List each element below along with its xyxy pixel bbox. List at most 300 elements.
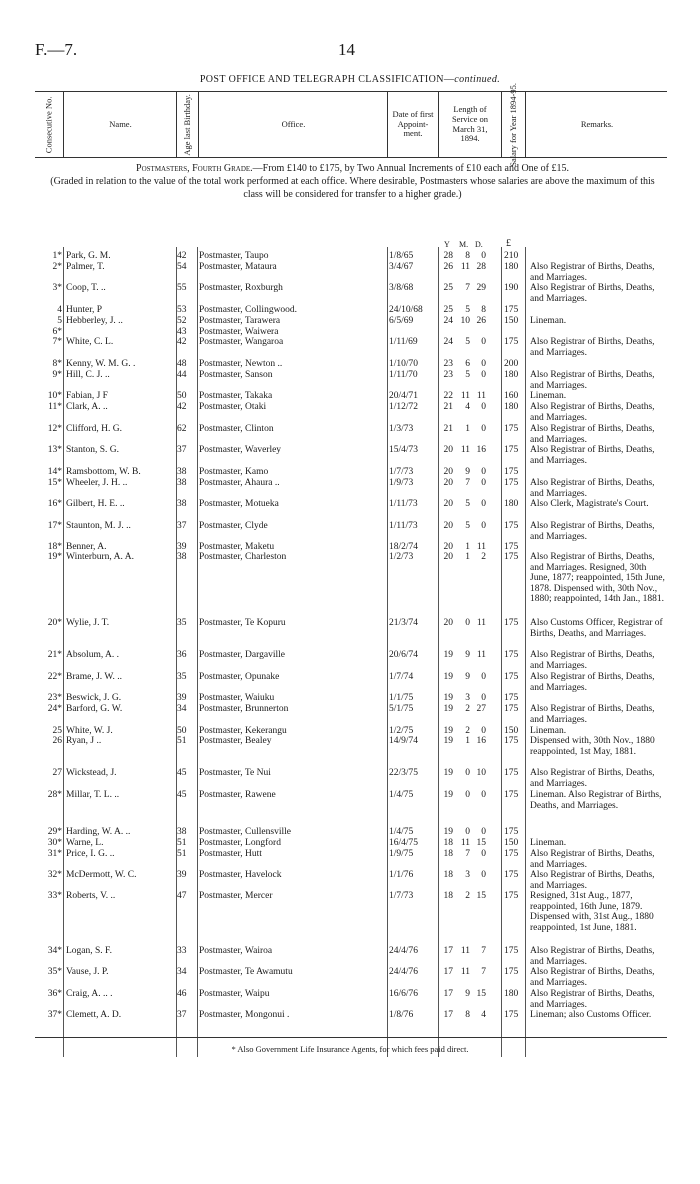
cell-y: 26	[443, 262, 453, 272]
cell-m: 5	[465, 305, 470, 315]
header-office-text: Office.	[281, 118, 306, 129]
cell-age: 34	[177, 967, 187, 977]
cell-age: 54	[177, 262, 187, 272]
cell-no: 29*	[47, 827, 62, 837]
cell-office: Postmaster, Motueka	[199, 499, 279, 509]
cell-office: Postmaster, Dargaville	[199, 650, 285, 660]
cell-name: Park, G. M.	[66, 251, 111, 261]
cell-name: White, W. J.	[66, 726, 113, 736]
cell-office: Postmaster, Mongonui .	[199, 1010, 290, 1020]
cell-no: 34*	[47, 946, 62, 956]
cell-no: 17*	[47, 521, 62, 531]
cell-office: Postmaster, Mataura	[199, 262, 277, 272]
cell-m: 5	[465, 521, 470, 531]
cell-date: 3/4/67	[389, 262, 414, 272]
cell-no: 16*	[47, 499, 62, 509]
cell-y: 19	[443, 736, 453, 746]
cell-y: 24	[443, 337, 453, 347]
cell-d: 0	[481, 251, 486, 261]
cell-y: 19	[443, 827, 453, 837]
cell-office: Postmaster, Collingwood.	[199, 305, 298, 315]
cell-no: 15*	[47, 478, 62, 488]
cell-m: 9	[465, 989, 470, 999]
cell-age: 38	[177, 552, 187, 562]
cell-no: 18*	[47, 542, 62, 552]
cell-y: 18	[443, 891, 453, 901]
cell-m: 5	[465, 370, 470, 380]
cell-d: 16	[476, 445, 486, 455]
cell-salary: 175	[504, 542, 519, 552]
cell-no: 14*	[47, 467, 62, 477]
cell-no: 36*	[47, 989, 62, 999]
cell-name: Hebberley, J. ..	[66, 316, 123, 326]
cell-salary: 160	[504, 391, 519, 401]
cell-date: 22/3/75	[389, 768, 419, 778]
cell-y: 19	[443, 790, 453, 800]
cell-no: 10*	[47, 391, 62, 401]
page-id: F.—7.	[35, 40, 78, 59]
cell-date: 24/4/76	[389, 967, 419, 977]
cell-remarks: Also Registrar of Births, Deaths, and Marriages.	[530, 870, 655, 891]
cell-date: 1/7/74	[389, 672, 414, 682]
cell-date: 1/9/73	[389, 478, 414, 488]
cell-salary: 175	[504, 736, 519, 746]
cell-no: 31*	[47, 849, 62, 859]
cell-remarks: Lineman.	[530, 391, 567, 401]
cell-m: 3	[465, 870, 470, 880]
cell-salary: 175	[504, 967, 519, 977]
cell-salary: 175	[504, 768, 519, 778]
cell-salary: 175	[504, 693, 519, 703]
cell-name: Winterburn, A. A.	[66, 552, 134, 562]
cell-date: 1/12/72	[389, 402, 419, 412]
cell-age: 38	[177, 827, 187, 837]
cell-remarks: Also Registrar of Births, Deaths, and Marriages.	[530, 478, 655, 499]
cell-age: 55	[177, 283, 187, 293]
cell-m: 4	[465, 402, 470, 412]
cell-name: Clark, A. ..	[66, 402, 108, 412]
bottom-rule	[35, 1037, 667, 1038]
cell-d: 26	[476, 316, 486, 326]
cell-y: 22	[443, 391, 453, 401]
cell-age: 50	[177, 726, 187, 736]
cell-remarks: Also Registrar of Births, Deaths, and Marriages.	[530, 672, 655, 693]
cell-salary: 180	[504, 402, 519, 412]
cell-date: 1/11/70	[389, 370, 418, 380]
cell-office: Postmaster, Otaki	[199, 402, 267, 412]
cell-y: 20	[443, 467, 453, 477]
cell-y: 20	[443, 478, 453, 488]
cell-m: 11	[460, 838, 470, 848]
cell-office: Postmaster, Tarawera	[199, 316, 281, 326]
cell-m: 10	[460, 316, 470, 326]
cell-date: 1/11/69	[389, 337, 418, 347]
cell-name: Wheeler, J. H. ..	[66, 478, 128, 488]
cell-m: 11	[460, 262, 470, 272]
cell-age: 50	[177, 391, 187, 401]
cell-no: 28*	[47, 790, 62, 800]
cell-no: 3*	[52, 283, 62, 293]
cell-name: White, C. L.	[66, 337, 114, 347]
cell-name: Absolum, A. .	[66, 650, 120, 660]
cell-age: 38	[177, 499, 187, 509]
cell-remarks: Also Registrar of Births, Deaths, and Marriages.	[530, 946, 655, 967]
cell-m: 0	[465, 790, 470, 800]
cell-y: 19	[443, 726, 453, 736]
cell-no: 4	[57, 305, 62, 315]
cell-no: 5	[57, 316, 62, 326]
cell-office: Postmaster, Waiuku	[199, 693, 275, 703]
cell-age: 37	[177, 445, 187, 455]
cell-date: 1/11/73	[389, 521, 418, 531]
cell-date: 5/1/75	[389, 704, 414, 714]
cell-age: 51	[177, 849, 187, 859]
cell-d: 15	[476, 891, 486, 901]
cell-m: 0	[465, 768, 470, 778]
cell-salary: 180	[504, 499, 519, 509]
cell-age: 47	[177, 891, 187, 901]
cell-remarks: Also Registrar of Births, Deaths, and Marriages.	[530, 849, 655, 870]
cell-d: 0	[481, 849, 486, 859]
cell-y: 19	[443, 693, 453, 703]
cell-m: 9	[465, 650, 470, 660]
cell-y: 20	[443, 542, 453, 552]
cell-m: 5	[465, 337, 470, 347]
cell-age: 38	[177, 478, 187, 488]
cell-age: 39	[177, 693, 187, 703]
cell-name: Barford, G. W.	[66, 704, 123, 714]
cell-date: 18/2/74	[389, 542, 419, 552]
cell-office: Postmaster, Taupo	[199, 251, 269, 261]
cell-name: Beswick, J. G.	[66, 693, 122, 703]
cell-name: Roberts, V. ..	[66, 891, 116, 901]
cell-d: 28	[476, 262, 486, 272]
cell-d: 0	[481, 521, 486, 531]
cell-d: 0	[481, 359, 486, 369]
cell-m: 1	[465, 542, 470, 552]
cell-date: 3/8/68	[389, 283, 414, 293]
cell-y: 28	[443, 251, 453, 261]
cell-m: 8	[465, 1010, 470, 1020]
cell-date: 21/3/74	[389, 618, 419, 628]
cell-office: Postmaster, Kamo	[199, 467, 269, 477]
cell-d: 0	[481, 499, 486, 509]
cell-date: 1/2/75	[389, 726, 414, 736]
cell-salary: 175	[504, 337, 519, 347]
cell-no: 11*	[48, 402, 62, 412]
cell-office: Postmaster, Clinton	[199, 424, 274, 434]
cell-no: 1*	[52, 251, 62, 261]
cell-salary: 175	[504, 552, 519, 562]
cell-y: 21	[443, 402, 453, 412]
unit-pound: £	[506, 238, 511, 249]
cell-y: 19	[443, 768, 453, 778]
cell-m: 11	[460, 946, 470, 956]
cell-no: 7*	[52, 337, 62, 347]
cell-date: 6/5/69	[389, 316, 414, 326]
cell-office: Postmaster, Ahaura ..	[199, 478, 280, 488]
cell-office: Postmaster, Brunnerton	[199, 704, 289, 714]
cell-y: 24	[443, 316, 453, 326]
header-remarks-text: Remarks.	[580, 118, 614, 129]
cell-d: 11	[476, 542, 486, 552]
cell-age: 44	[177, 370, 187, 380]
cell-remarks: Lineman.	[530, 838, 567, 848]
cell-no: 30*	[47, 838, 62, 848]
cell-remarks: Also Registrar of Births, Deaths, and Marriages.	[530, 370, 655, 391]
header-length-text: Length of Service on March 31, 1894.	[451, 103, 489, 144]
cell-remarks: Also Registrar of Births, Deaths, and Marriages.	[530, 424, 655, 445]
cell-salary: 175	[504, 891, 519, 901]
cell-name: Wylie, J. T.	[66, 618, 110, 628]
cell-d: 0	[481, 790, 486, 800]
cell-d: 0	[481, 402, 486, 412]
cell-age: 35	[177, 672, 187, 682]
cell-remarks: Resigned, 31st Aug., 1877, reappointed, 16th June, 1879. Dispensed with, 31st Aug., 1880 reappointed, 1st June, 1881.	[530, 891, 654, 933]
cell-age: 35	[177, 618, 187, 628]
cell-remarks: Also Registrar of Births, Deaths, and Marriages.	[530, 402, 655, 423]
grade-rest: —From £140 to £175, by Two Annual Increments of £10 each and One of £15.	[252, 163, 569, 174]
cell-remarks: Lineman.	[530, 316, 567, 326]
cell-d: 7	[481, 967, 486, 977]
cell-name: Ryan, J ..	[66, 736, 102, 746]
cell-remarks: Also Customs Officer, Registrar of Births, Deaths, and Marriages.	[530, 618, 663, 639]
cell-d: 29	[476, 283, 486, 293]
cell-salary: 175	[504, 467, 519, 477]
cell-salary: 175	[504, 1010, 519, 1020]
cell-name: Staunton, M. J. ..	[66, 521, 131, 531]
cell-name: Hunter, P	[66, 305, 103, 315]
cell-y: 18	[443, 849, 453, 859]
cell-d: 15	[476, 989, 486, 999]
cell-salary: 175	[504, 618, 519, 628]
cell-office: Postmaster, Havelock	[199, 870, 282, 880]
cell-d: 15	[476, 838, 486, 848]
cell-no: 12*	[47, 424, 62, 434]
cell-m: 1	[465, 424, 470, 434]
cell-office: Postmaster, Kekerangu	[199, 726, 287, 736]
cell-age: 33	[177, 946, 187, 956]
cell-no: 2*	[52, 262, 62, 272]
cell-salary: 180	[504, 262, 519, 272]
cell-salary: 180	[504, 370, 519, 380]
cell-salary: 175	[504, 305, 519, 315]
cell-remarks: Also Registrar of Births, Deaths, and Marriages.	[530, 967, 655, 988]
cell-name: Ramsbottom, W. B.	[66, 467, 141, 477]
cell-m: 9	[465, 672, 470, 682]
cell-name: Benner, A.	[66, 542, 107, 552]
cell-y: 20	[443, 552, 453, 562]
cell-d: 0	[481, 337, 486, 347]
cell-office: Postmaster, Te Nui	[199, 768, 271, 778]
cell-name: McDermott, W. C.	[66, 870, 137, 880]
cell-m: 0	[465, 618, 470, 628]
cell-date: 1/2/73	[389, 552, 414, 562]
cell-d: 7	[481, 946, 486, 956]
cell-date: 1/1/75	[389, 693, 414, 703]
cell-remarks: Also Registrar of Births, Deaths, and Marriages.	[530, 989, 655, 1010]
cell-m: 2	[465, 704, 470, 714]
cell-office: Postmaster, Bealey	[199, 736, 272, 746]
cell-salary: 175	[504, 946, 519, 956]
cell-salary: 200	[504, 359, 519, 369]
cell-date: 20/4/71	[389, 391, 419, 401]
cell-y: 25	[443, 305, 453, 315]
cell-m: 1	[465, 736, 470, 746]
cell-y: 25	[443, 283, 453, 293]
page-number: 14	[338, 40, 355, 59]
cell-date: 1/4/75	[389, 827, 414, 837]
cell-m: 0	[465, 827, 470, 837]
cell-office: Postmaster, Cullensville	[199, 827, 291, 837]
grade-note: (Graded in relation to the value of the total work performed at each office. Where desirable, Postmasters whose salaries are above the maximum of this class will be considered for transfer to a higher grade.)	[50, 176, 655, 200]
cell-d: 0	[481, 672, 486, 682]
cell-name: Millar, T. L. ..	[66, 790, 120, 800]
cell-office: Postmaster, Maketu	[199, 542, 275, 552]
cell-m: 2	[465, 891, 470, 901]
cell-no: 35*	[47, 967, 62, 977]
cell-salary: 210	[504, 251, 519, 261]
cell-d: 11	[476, 650, 486, 660]
cell-d: 0	[481, 370, 486, 380]
cell-no: 25	[52, 726, 62, 736]
cell-remarks: Also Registrar of Births, Deaths, and Marriages. Resigned, 30th June, 1877; reappointed, 15th June, 1878. Dispensed with, 30th Nov., 1880; reappointed, 14th Jan., 1881.	[530, 552, 665, 604]
cell-no: 27	[52, 768, 62, 778]
cell-name: Clemett, A. D.	[66, 1010, 122, 1020]
cell-date: 1/7/73	[389, 467, 414, 477]
cell-remarks: Also Registrar of Births, Deaths, and Marriages.	[530, 650, 655, 671]
cell-date: 24/10/68	[389, 305, 423, 315]
cell-age: 46	[177, 989, 187, 999]
cell-name: Warne, L.	[66, 838, 104, 848]
cell-m: 11	[460, 967, 470, 977]
cell-y: 17	[443, 989, 453, 999]
cell-no: 26	[52, 736, 62, 746]
cell-office: Postmaster, Wangaroa	[199, 337, 284, 347]
cell-age: 51	[177, 838, 187, 848]
cell-no: 37*	[47, 1010, 62, 1020]
unit-d: D.	[475, 240, 483, 249]
cell-office: Postmaster, Charleston	[199, 552, 287, 562]
cell-salary: 175	[504, 704, 519, 714]
cell-remarks: Also Registrar of Births, Deaths, and Marriages.	[530, 283, 655, 304]
unit-m: M.	[459, 240, 469, 249]
cell-age: 43	[177, 327, 187, 337]
cell-date: 1/7/73	[389, 891, 414, 901]
cell-y: 17	[443, 946, 453, 956]
cell-d: 10	[476, 768, 486, 778]
cell-no: 8*	[52, 359, 62, 369]
cell-no: 9*	[52, 370, 62, 380]
cell-remarks: Also Clerk, Magistrate's Court.	[530, 499, 649, 509]
cell-date: 15/4/73	[389, 445, 419, 455]
cell-m: 2	[465, 726, 470, 736]
header-salary-text: Salary for Year 1894-95.	[508, 82, 519, 167]
cell-no: 21*	[47, 650, 62, 660]
cell-salary: 175	[504, 445, 519, 455]
cell-office: Postmaster, Clyde	[199, 521, 268, 531]
cell-y: 20	[443, 499, 453, 509]
cell-date: 14/9/74	[389, 736, 419, 746]
cell-y: 20	[443, 445, 453, 455]
cell-salary: 175	[504, 672, 519, 682]
cell-office: Postmaster, Te Awamutu	[199, 967, 293, 977]
cell-remarks: Also Registrar of Births, Deaths, and Marriages.	[530, 337, 655, 358]
cell-d: 0	[481, 467, 486, 477]
cell-office: Postmaster, Takaka	[199, 391, 273, 401]
cell-salary: 190	[504, 283, 519, 293]
cell-no: 13*	[47, 445, 62, 455]
cell-y: 23	[443, 370, 453, 380]
cell-office: Postmaster, Rawene	[199, 790, 276, 800]
cell-d: 16	[476, 736, 486, 746]
cell-m: 7	[465, 849, 470, 859]
cell-y: 19	[443, 704, 453, 714]
cell-age: 45	[177, 790, 187, 800]
cell-office: Postmaster, Roxburgh	[199, 283, 283, 293]
cell-d: 0	[481, 827, 486, 837]
cell-no: 6*	[52, 327, 62, 337]
cell-age: 39	[177, 542, 187, 552]
cell-date: 1/4/75	[389, 790, 414, 800]
cell-salary: 175	[504, 849, 519, 859]
cell-office: Postmaster, Opunake	[199, 672, 280, 682]
cell-m: 7	[465, 478, 470, 488]
cell-salary: 175	[504, 478, 519, 488]
cell-office: Postmaster, Waverley	[199, 445, 282, 455]
cell-remarks: Lineman; also Customs Officer.	[530, 1010, 652, 1020]
cell-salary: 175	[504, 521, 519, 531]
cell-no: 22*	[47, 672, 62, 682]
cell-d: 0	[481, 870, 486, 880]
cell-d: 8	[481, 305, 486, 315]
cell-remarks: Dispensed with, 30th Nov., 1880 reappointed, 1st May, 1881.	[530, 736, 655, 757]
cell-office: Postmaster, Waipu	[199, 989, 270, 999]
cell-d: 2	[481, 552, 486, 562]
cell-name: Brame, J. W. ..	[66, 672, 122, 682]
cell-y: 17	[443, 1010, 453, 1020]
cell-y: 18	[443, 838, 453, 848]
cell-salary: 150	[504, 838, 519, 848]
cell-age: 42	[177, 337, 187, 347]
cell-name: Stanton, S. G.	[66, 445, 120, 455]
cell-d: 11	[476, 618, 486, 628]
cell-name: Kenny, W. M. G. .	[66, 359, 136, 369]
cell-remarks: Also Registrar of Births, Deaths, and Marriages.	[530, 704, 655, 725]
cell-age: 52	[177, 316, 187, 326]
cell-salary: 180	[504, 989, 519, 999]
cell-y: 20	[443, 618, 453, 628]
cell-date: 1/11/73	[389, 499, 418, 509]
cell-m: 8	[465, 251, 470, 261]
cell-date: 16/6/76	[389, 989, 419, 999]
cell-y: 19	[443, 672, 453, 682]
cell-d: 4	[481, 1010, 486, 1020]
cell-date: 24/4/76	[389, 946, 419, 956]
cell-age: 37	[177, 521, 187, 531]
cell-name: Gilbert, H. E. ..	[66, 499, 125, 509]
header-age-text: Age last Birthday.	[182, 93, 193, 156]
cell-name: Coop, T. ..	[66, 283, 106, 293]
cell-no: 32*	[47, 870, 62, 880]
cell-age: 45	[177, 768, 187, 778]
cell-name: Price, I. G. ..	[66, 849, 115, 859]
cell-no: 19*	[47, 552, 62, 562]
cell-office: Postmaster, Newton ..	[199, 359, 283, 369]
header-no-text: Consecutive No.	[43, 96, 54, 153]
cell-age: 37	[177, 1010, 187, 1020]
cell-age: 38	[177, 467, 187, 477]
